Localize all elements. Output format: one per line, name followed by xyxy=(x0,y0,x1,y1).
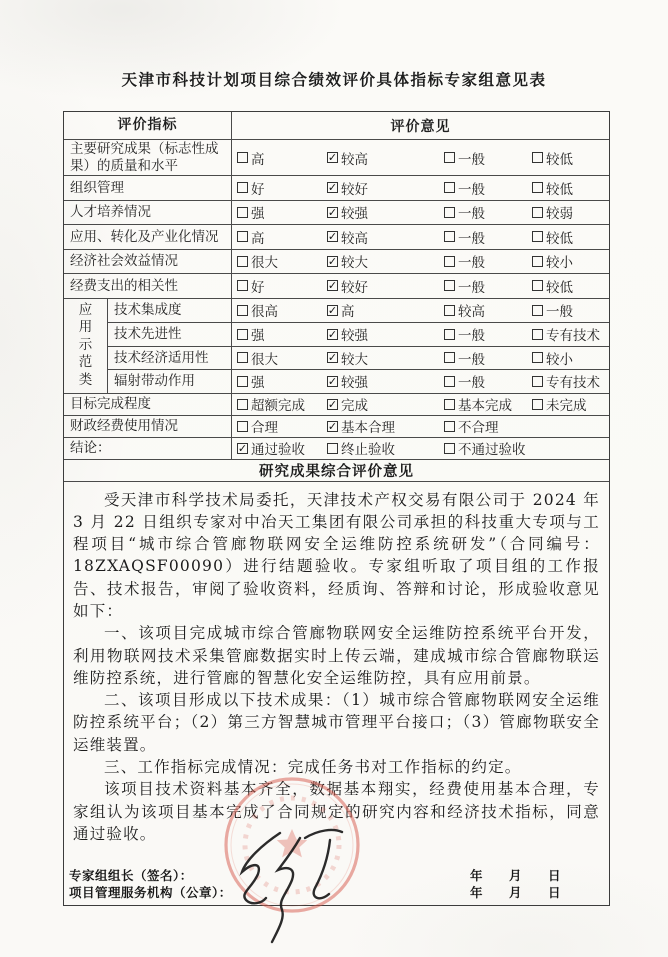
checked-box-icon: ✓ xyxy=(327,181,338,195)
table-row xyxy=(64,200,609,225)
empty-box-icon xyxy=(532,305,543,316)
empty-box-icon xyxy=(444,256,455,267)
empty-box-icon xyxy=(237,152,248,163)
option-label: 强 xyxy=(251,375,265,392)
col-header-opinion: 评价意见 xyxy=(390,118,451,135)
empty-box-icon xyxy=(237,256,248,267)
checkbox-unchecked xyxy=(444,324,532,344)
table-row xyxy=(64,139,609,175)
opinion-section-heading: 研究成果综合评价意见 xyxy=(259,462,414,480)
checkbox-checked xyxy=(327,251,444,271)
option-label: 一般 xyxy=(458,230,485,247)
checked-box-icon: ✓ xyxy=(327,151,338,164)
checkbox-checked xyxy=(327,227,444,247)
empty-box-icon xyxy=(444,443,455,454)
checkbox-unchecked xyxy=(532,202,609,222)
project-management-agency-label: 项目管理服务机构（公章）： xyxy=(69,885,232,900)
option-label: 一般 xyxy=(458,351,485,368)
row-options xyxy=(232,347,609,370)
expert-group-leader-label: 专家组组长（签名）： xyxy=(69,867,193,883)
option-label: 很大 xyxy=(251,255,278,272)
row-label: 结论： xyxy=(64,438,232,459)
empty-box-icon xyxy=(532,231,543,242)
option-label: 较高 xyxy=(458,304,485,321)
empty-box-icon xyxy=(237,352,248,363)
row-options xyxy=(232,370,609,393)
checked-box-icon: ✓ xyxy=(327,419,338,433)
checked-box-icon: ✓ xyxy=(327,254,338,268)
checked-box-icon: ✓ xyxy=(327,279,338,293)
option-label: 超额完成 xyxy=(251,398,305,414)
option-label: 一般 xyxy=(546,304,573,321)
empty-box-icon xyxy=(532,280,543,291)
option-label: 高 xyxy=(251,151,265,168)
checkbox-unchecked xyxy=(532,251,609,271)
option-label: 强 xyxy=(251,328,265,345)
option-label: 不合理 xyxy=(458,420,499,436)
checkbox-unchecked xyxy=(237,276,327,296)
checkbox-unchecked xyxy=(444,202,532,222)
checked-box-icon: ✓ xyxy=(237,441,248,455)
table-header-row xyxy=(64,112,609,139)
row-label: 辐射带动作用 xyxy=(108,370,232,393)
indicator-rows-top xyxy=(64,139,609,298)
option-label: 一般 xyxy=(458,255,485,272)
option-label: 较低 xyxy=(546,151,573,168)
checkbox-unchecked xyxy=(532,348,609,368)
checkbox-unchecked xyxy=(532,300,609,320)
checkbox-unchecked xyxy=(237,324,327,344)
table-row xyxy=(64,175,609,200)
checkbox-checked xyxy=(327,276,444,296)
page-title: 天津市科技计划项目综合绩效评价具体指标专家组意见表 xyxy=(121,71,547,89)
date-line: 年 月 日 xyxy=(469,885,561,900)
row-label: 技术经济适用性 xyxy=(108,347,232,370)
row-options xyxy=(232,299,609,323)
option-label: 基本合理 xyxy=(341,420,395,436)
opinion-paragraph: 二、该项目形成以下技术成果：（1）城市综合管廊物联网安全运维防控系统平台；（2）第三方智慧城市管理平台接口；（3）管廊物联安全运维装置。 xyxy=(73,691,600,754)
checked-box-icon: ✓ xyxy=(327,327,338,341)
checkbox-unchecked xyxy=(444,300,532,320)
checked-box-icon: ✓ xyxy=(327,303,338,317)
row-label: 人才培养情况 xyxy=(64,201,232,225)
empty-box-icon xyxy=(532,207,543,218)
option-label: 终止验收 xyxy=(341,442,395,458)
empty-box-icon xyxy=(237,280,248,291)
opinion-paragraph: 一、该项目完成城市综合管廊物联网安全运维防控系统平台开发，利用物联网技术采集管廊数据实时上传云端，建成城市综合管廊物联运维防控系统，进行管廊的智慧化安全运维防控，具有应用前景。 xyxy=(73,624,600,687)
checkbox-checked xyxy=(327,148,444,168)
empty-box-icon xyxy=(237,399,248,410)
checked-box-icon: ✓ xyxy=(327,351,338,365)
checkbox-unchecked xyxy=(444,251,532,271)
option-label: 较好 xyxy=(341,279,368,296)
empty-box-icon xyxy=(532,399,543,410)
checkbox-unchecked xyxy=(532,324,609,344)
checkbox-unchecked xyxy=(237,148,327,168)
group-label-application-demo: 应用示范类 xyxy=(64,299,108,393)
checkbox-unchecked xyxy=(237,394,327,414)
row-label: 技术先进性 xyxy=(108,323,232,346)
option-label: 专有技术 xyxy=(546,375,600,392)
empty-box-icon xyxy=(237,329,248,340)
option-label: 高 xyxy=(251,230,265,247)
table-row xyxy=(108,369,609,393)
empty-box-icon xyxy=(532,329,543,340)
row-options xyxy=(232,416,609,437)
row-label: 财政经费使用情况 xyxy=(64,416,232,437)
checked-box-icon: ✓ xyxy=(327,397,338,411)
row-options xyxy=(232,394,609,415)
table-row xyxy=(64,393,609,415)
empty-box-icon xyxy=(444,207,455,218)
option-label: 较低 xyxy=(546,279,573,296)
checked-box-icon: ✓ xyxy=(327,205,338,219)
table-row xyxy=(108,346,609,370)
empty-box-icon xyxy=(444,329,455,340)
empty-box-icon xyxy=(444,399,455,410)
row-label: 组织管理 xyxy=(64,176,232,200)
row-options xyxy=(232,201,609,225)
option-label: 较好 xyxy=(341,181,368,198)
checkbox-unchecked xyxy=(237,227,327,247)
checkbox-unchecked xyxy=(237,416,327,436)
option-label: 较强 xyxy=(341,328,368,345)
option-label: 较大 xyxy=(341,351,368,368)
table-row xyxy=(64,437,609,459)
empty-box-icon xyxy=(532,352,543,363)
empty-box-icon xyxy=(444,280,455,291)
checkbox-checked xyxy=(327,178,444,198)
option-label: 较低 xyxy=(546,181,573,198)
checkbox-unchecked xyxy=(444,394,532,414)
option-label: 一般 xyxy=(458,151,485,168)
option-label: 较小 xyxy=(546,255,573,272)
checkbox-unchecked xyxy=(444,348,532,368)
option-label: 通过验收 xyxy=(251,442,305,458)
empty-box-icon xyxy=(444,182,455,193)
row-options xyxy=(232,250,609,274)
empty-box-icon xyxy=(237,376,248,387)
agency-seal-line xyxy=(69,884,603,902)
checkbox-checked xyxy=(327,348,444,368)
checkbox-unchecked xyxy=(532,371,609,391)
empty-box-icon xyxy=(532,152,543,163)
checkbox-checked xyxy=(327,202,444,222)
checkbox-unchecked xyxy=(237,348,327,368)
option-label: 强 xyxy=(251,206,265,223)
row-label: 技术集成度 xyxy=(108,299,232,323)
checkbox-checked xyxy=(327,371,444,391)
opinion-text-area xyxy=(64,481,609,905)
opinion-heading-row xyxy=(64,459,609,481)
row-label: 主要研究成果（标志性成果）的质量和水平 xyxy=(64,140,232,175)
row-label: 经济社会效益情况 xyxy=(64,250,232,274)
option-label: 较高 xyxy=(341,151,368,168)
table-row xyxy=(64,273,609,298)
option-label: 专有技术 xyxy=(546,328,600,345)
checkbox-unchecked xyxy=(237,178,327,198)
empty-box-icon xyxy=(237,421,248,432)
date-line: 年 月 日 xyxy=(469,867,561,883)
option-label: 合理 xyxy=(251,420,278,436)
option-label: 很高 xyxy=(251,304,278,321)
option-label: 较高 xyxy=(341,230,368,247)
option-label: 较大 xyxy=(341,255,368,272)
empty-box-icon xyxy=(532,256,543,267)
col-header-indicator: 评价指标 xyxy=(64,112,232,139)
application-demo-group-row xyxy=(64,298,609,393)
option-label: 较低 xyxy=(546,230,573,247)
empty-box-icon xyxy=(532,182,543,193)
row-options xyxy=(232,274,609,298)
option-label: 完成 xyxy=(341,398,368,414)
row-options xyxy=(232,140,609,175)
empty-box-icon xyxy=(237,207,248,218)
checkbox-unchecked xyxy=(444,178,532,198)
checked-box-icon: ✓ xyxy=(327,374,338,388)
opinion-paragraph: 三、工作指标完成情况：完成任务书对工作指标的约定。 xyxy=(104,758,522,777)
row-options xyxy=(232,438,609,459)
evaluation-table xyxy=(63,111,610,906)
option-label: 一般 xyxy=(458,328,485,345)
checkbox-checked xyxy=(327,300,444,320)
option-label: 很大 xyxy=(251,351,278,368)
checkbox-unchecked xyxy=(532,227,609,247)
application-demo-sub-rows xyxy=(108,299,609,393)
table-row xyxy=(64,249,609,274)
empty-box-icon xyxy=(444,152,455,163)
table-row xyxy=(64,224,609,249)
checkbox-unchecked xyxy=(237,371,327,391)
option-label: 高 xyxy=(341,304,355,321)
checkbox-checked xyxy=(327,394,444,414)
checkbox-unchecked xyxy=(532,394,609,414)
option-label: 未完成 xyxy=(546,398,587,414)
checked-box-icon: ✓ xyxy=(327,230,338,244)
row-options xyxy=(232,176,609,200)
checkbox-checked xyxy=(237,438,327,458)
empty-box-icon xyxy=(237,231,248,242)
option-label: 不通过验收 xyxy=(458,442,526,458)
opinion-paragraph: 该项目技术资料基本齐全，数据基本翔实，经费使用基本合理，专家组认为该项目基本完成了合同规定的研究内容和经济技术指标，同意通过验收。 xyxy=(73,780,600,843)
checkbox-unchecked xyxy=(444,276,532,296)
checkbox-unchecked xyxy=(444,371,532,391)
checkbox-unchecked xyxy=(444,416,532,436)
option-label: 好 xyxy=(251,181,265,198)
option-label: 较小 xyxy=(546,351,573,368)
checkbox-unchecked xyxy=(237,202,327,222)
empty-box-icon xyxy=(237,305,248,316)
option-label: 较强 xyxy=(341,206,368,223)
checkbox-unchecked xyxy=(237,300,327,320)
empty-box-icon xyxy=(444,231,455,242)
checkbox-unchecked xyxy=(532,276,609,296)
empty-box-icon xyxy=(444,421,455,432)
option-label: 基本完成 xyxy=(458,398,512,414)
checkbox-unchecked xyxy=(327,438,444,458)
empty-box-icon xyxy=(237,182,248,193)
checkbox-unchecked xyxy=(532,148,609,168)
table-row xyxy=(108,299,609,323)
indicator-rows-bottom xyxy=(64,393,609,459)
empty-box-icon xyxy=(444,376,455,387)
row-label: 经费支出的相关性 xyxy=(64,274,232,298)
option-label: 一般 xyxy=(458,375,485,392)
option-label: 一般 xyxy=(458,206,485,223)
leader-signature-line xyxy=(69,867,603,885)
opinion-paragraph: 受天津市科学技术局委托，天津技术产权交易有限公司于 2024 年 3 月 22 日组织专家对中冶天工集团有限公司承担的科技重大专项与工程项目“城市综合管廊物联网安全运维防控系统研发”（合同编号：18ZXAQSF00090）进行结题验收。专家组听取了项目组的工作报告、技术报告，审阅了验收资料，经质询、答辩和讨论，形成验收意见如下： xyxy=(73,490,600,620)
table-row xyxy=(108,322,609,346)
checkbox-checked xyxy=(327,416,444,436)
checkbox-unchecked xyxy=(444,438,532,458)
empty-box-icon xyxy=(532,376,543,387)
option-label: 较强 xyxy=(341,375,368,392)
checkbox-unchecked xyxy=(444,227,532,247)
checkbox-checked xyxy=(327,324,444,344)
row-label: 目标完成程度 xyxy=(64,394,232,415)
option-label: 一般 xyxy=(458,279,485,296)
checkbox-unchecked xyxy=(532,178,609,198)
table-row xyxy=(64,415,609,437)
signature-footer xyxy=(69,867,603,902)
empty-box-icon xyxy=(444,352,455,363)
option-label: 较弱 xyxy=(546,206,573,223)
empty-box-icon xyxy=(327,443,338,454)
row-options xyxy=(232,225,609,249)
option-label: 好 xyxy=(251,279,265,296)
checkbox-unchecked xyxy=(444,148,532,168)
row-options xyxy=(232,323,609,346)
row-label: 应用、转化及产业化情况 xyxy=(64,225,232,249)
option-label: 一般 xyxy=(458,181,485,198)
empty-box-icon xyxy=(444,305,455,316)
checkbox-unchecked xyxy=(237,251,327,271)
